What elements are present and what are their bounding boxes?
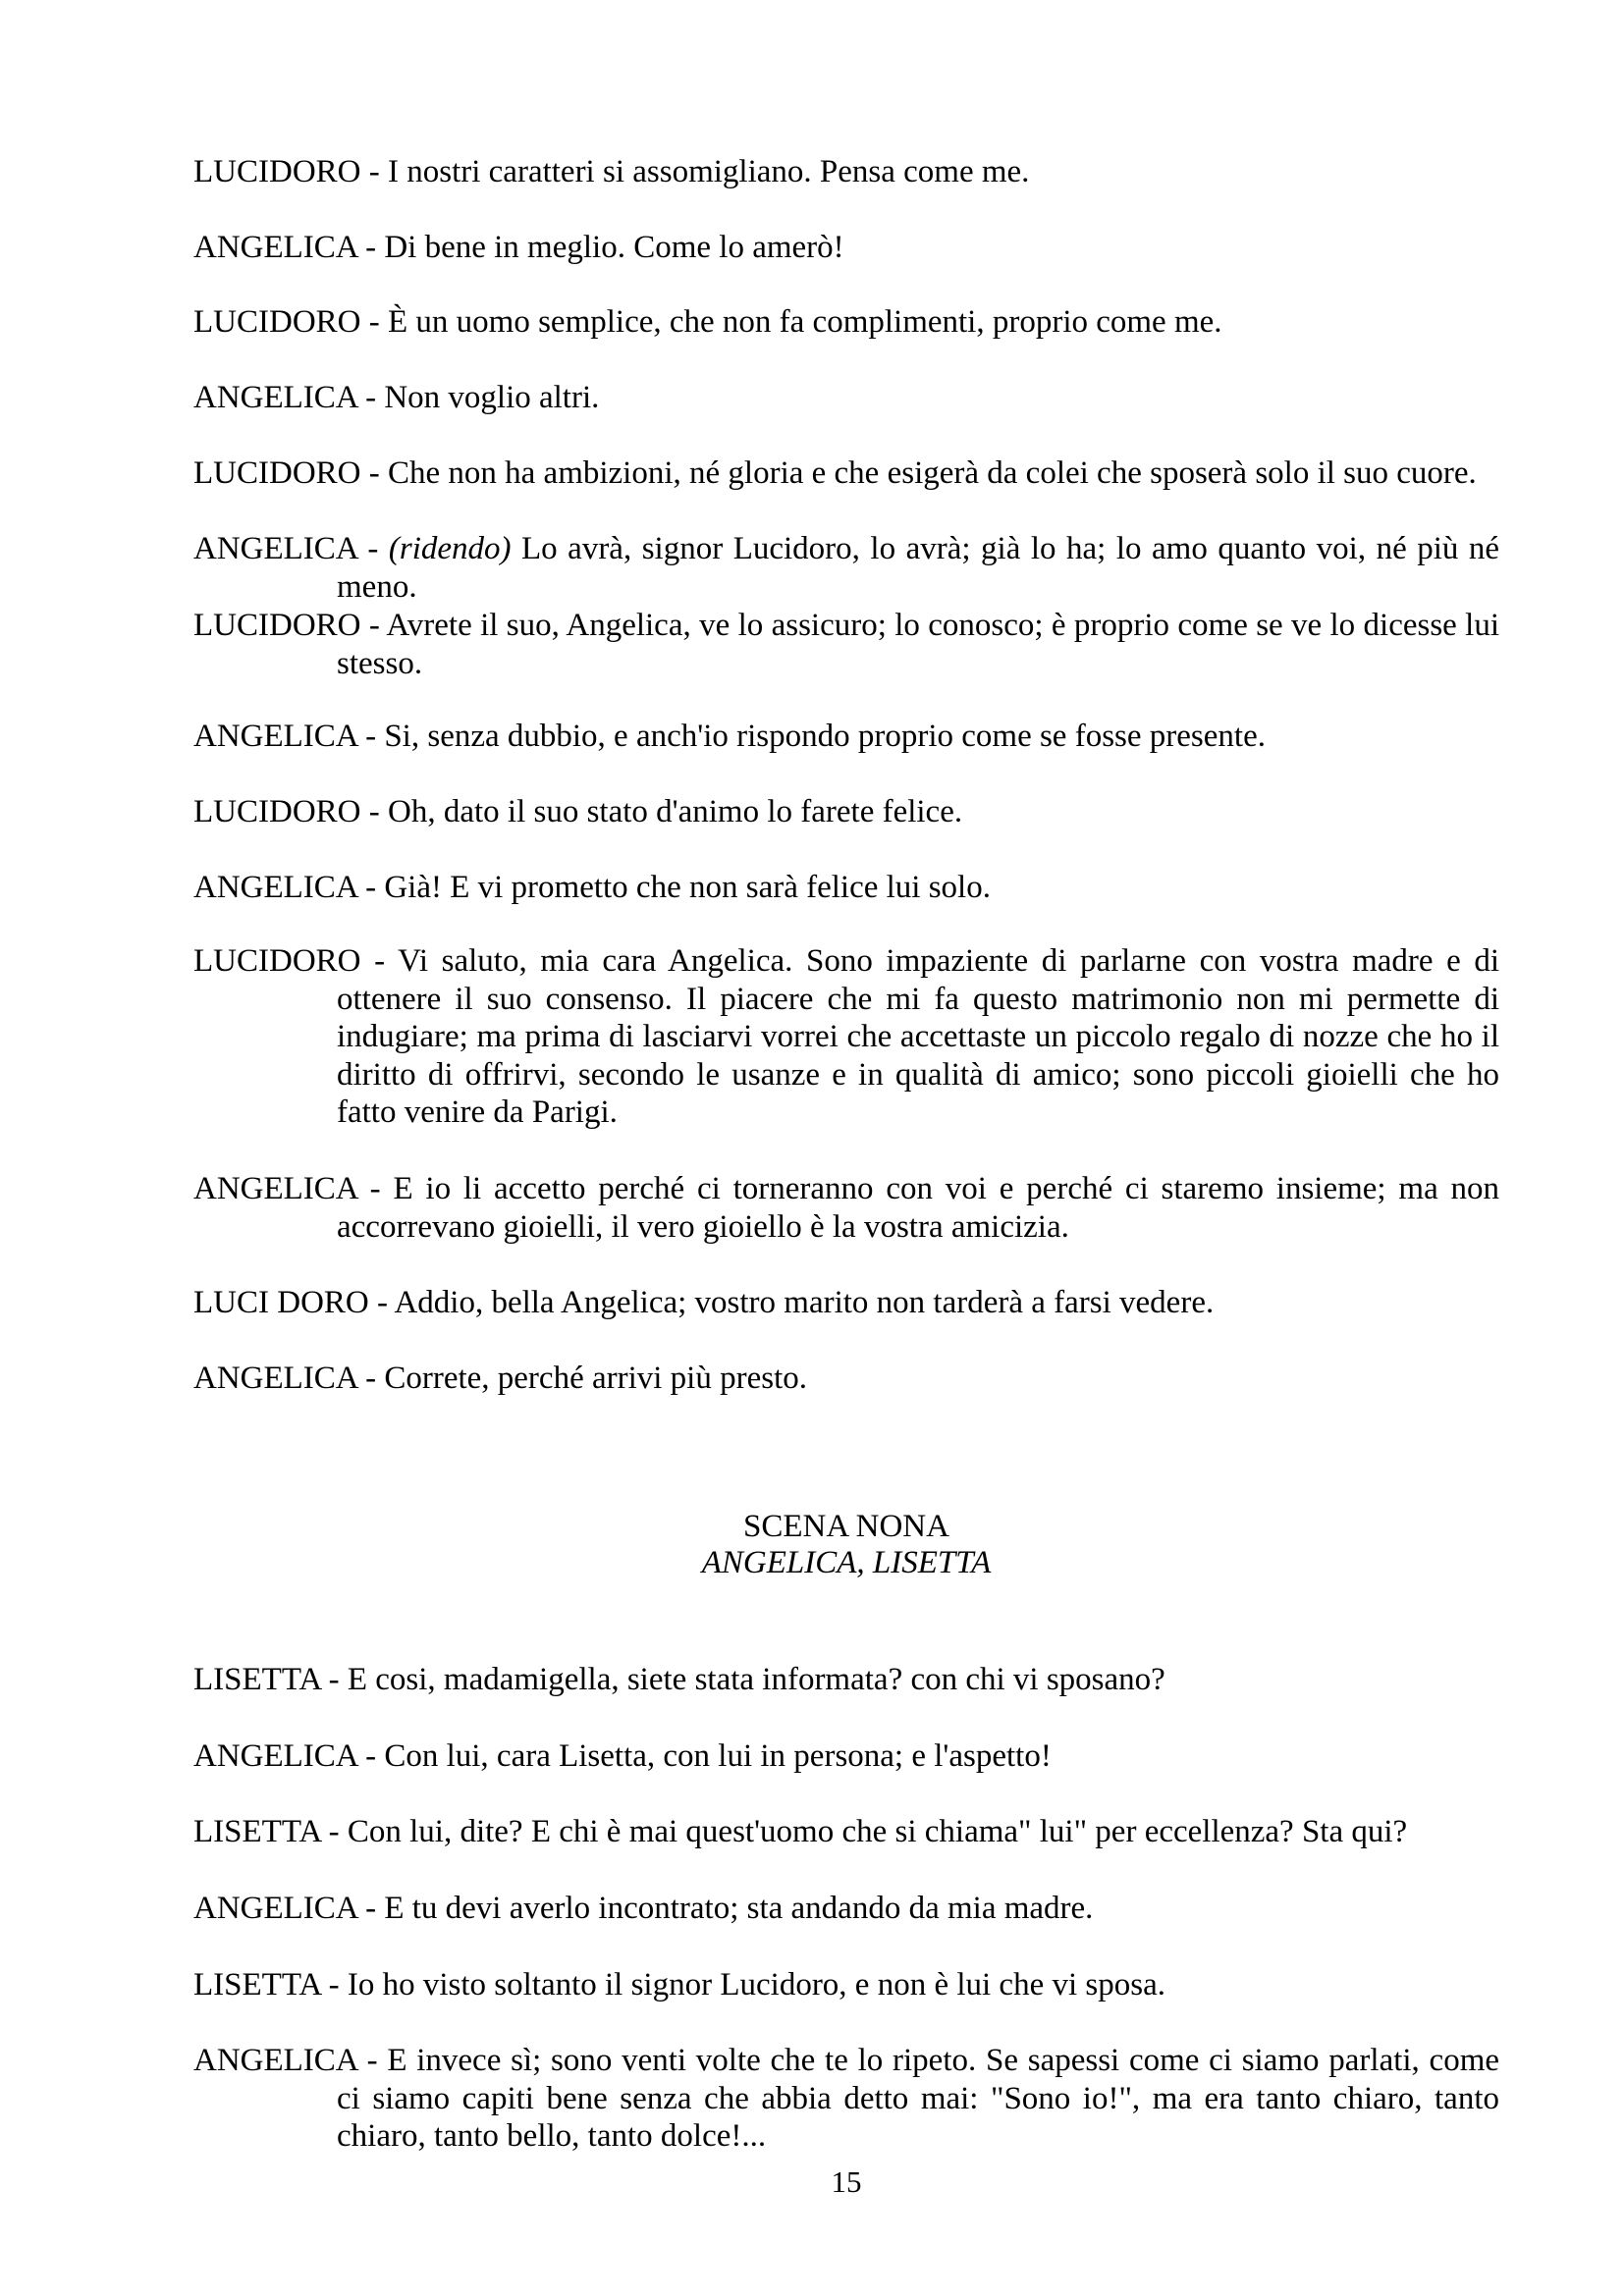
speaker-separator: - (365, 1361, 377, 1396)
dialogue-text: Vi saluto, mia cara Angelica. Sono impaziente di parlarne con vostra madre e di ottenere il suo consenso. Il piacere che mi fa questo matrimonio non mi permette di indugiare; ma prima di lasciarvi vorrei che accettaste un piccolo regalo di nozze che ho il diritto di offrirvi, secondo le usanze e in qualità di amico; sono piccoli gioielli che ho fatto venire da Parigi. (337, 943, 1500, 1130)
speaker-separator: - (365, 1738, 377, 1774)
speaker-name: ANGELICA (193, 2043, 357, 2078)
dialogue-line (193, 303, 1499, 342)
dialogue-text: E tu devi averlo incontrato; sta andando da mia madre. (384, 1891, 1094, 1926)
speaker-separator: - (328, 1967, 340, 2002)
dialogue-text: E cosi, madamigella, siete stata informata? con chi vi sposano? (347, 1662, 1165, 1697)
dialogue-text: Che non ha ambizioni, né gloria e che esigerà da colei che sposerà solo il suo cuore. (388, 455, 1477, 491)
speaker-separator: - (367, 531, 379, 566)
page-number: 15 (831, 2164, 862, 2199)
speaker-separator: - (365, 230, 377, 265)
dialogue-line (193, 942, 1499, 1132)
dialogue-text: Io ho visto soltanto il signor Lucidoro, e non è lui che vi sposa. (347, 1967, 1165, 2002)
speaker-name: LISETTA (193, 1662, 321, 1697)
dialogue-text: Con lui, dite? E chi è mai quest'uomo che si chiama" lui" per eccellenza? Sta qui? (347, 1814, 1408, 1849)
dialogue-text: Avrete il suo, Angelica, ve lo assicuro; lo conosco; è proprio come se ve lo dicesse lui stesso. (337, 608, 1500, 681)
speaker-separator: - (374, 943, 386, 979)
speaker-separator: - (368, 455, 380, 491)
dialogue-text: I nostri caratteri si assomigliano. Pensa come me. (388, 154, 1030, 189)
speaker-name: LUCIDORO (193, 608, 361, 643)
dialogue-line (193, 530, 1499, 606)
speaker-name: ANGELICA (193, 1738, 357, 1774)
speaker-separator: - (365, 870, 377, 905)
dialogue-line (193, 454, 1499, 493)
speaker-separator: - (368, 154, 380, 189)
dialogue-text: Già! E vi prometto che non sarà felice lui solo. (384, 870, 991, 905)
dialogue-line (193, 718, 1499, 756)
speaker-name: ANGELICA (193, 230, 357, 265)
dialogue-line (193, 1661, 1499, 1699)
speaker-name: ANGELICA (193, 531, 357, 566)
speaker-separator: - (368, 794, 380, 829)
scene-title: SCENA NONA (743, 1509, 949, 1544)
dialogue-line (193, 1737, 1499, 1776)
speaker-name: LUCIDORO (193, 304, 361, 340)
dialogue-line (193, 379, 1499, 417)
speaker-name: LISETTA (193, 1814, 321, 1849)
speaker-name: ANGELICA (193, 870, 357, 905)
stage-direction: (ridendo) (388, 531, 512, 566)
dialogue-line (193, 607, 1499, 682)
speaker-name: ANGELICA (193, 1891, 357, 1926)
speaker-separator: - (366, 2043, 378, 2078)
scene-characters: ANGELICA, LISETTA (701, 1545, 992, 1580)
dialogue-line (193, 1890, 1499, 1928)
speaker-name: LUCIDORO (193, 943, 361, 979)
dialogue-line (193, 1966, 1499, 2004)
speaker-name: ANGELICA (193, 1171, 357, 1206)
speaker-separator: - (365, 380, 377, 415)
speaker-name: LUCIDORO (193, 794, 361, 829)
speaker-name: LUCI DORO (193, 1285, 369, 1320)
dialogue-line (193, 793, 1499, 831)
dialogue-line (193, 1360, 1499, 1398)
speaker-separator: - (369, 1171, 381, 1206)
dialogue-text: E invece sì; sono venti volte che te lo ripeto. Se sapessi come ci siamo parlati, come ci siamo capiti bene senza che abbia detto mai: "Sono io!", ma era tanto chiaro, tanto chiaro, tanto bello, tanto dolce!... (337, 2043, 1500, 2154)
speaker-separator: - (368, 608, 380, 643)
dialogue-line (193, 1284, 1499, 1322)
dialogue-line (193, 1813, 1499, 1851)
dialogue-text: Di bene in meglio. Come lo amerò! (384, 230, 844, 265)
dialogue-line (193, 229, 1499, 267)
speaker-name: ANGELICA (193, 380, 357, 415)
speaker-separator: - (365, 719, 377, 754)
dialogue-text: Non voglio altri. (384, 380, 600, 415)
dialogue-text: Lo avrà, signor Lucidoro, lo avrà; già lo ha; lo amo quanto voi, né più né meno. (337, 531, 1500, 605)
dialogue-line (193, 2042, 1499, 2156)
dialogue-text: Addio, bella Angelica; vostro marito non tarderà a farsi vedere. (394, 1285, 1215, 1320)
speaker-name: LISETTA (193, 1967, 321, 2002)
speaker-name: LUCIDORO (193, 154, 361, 189)
speaker-name: ANGELICA (193, 719, 357, 754)
speaker-name: LUCIDORO (193, 455, 361, 491)
dialogue-line (193, 153, 1499, 191)
speaker-separator: - (365, 1891, 377, 1926)
speaker-separator: - (368, 304, 380, 340)
speaker-separator: - (328, 1662, 340, 1697)
dialogue-line (193, 869, 1499, 907)
speaker-name: ANGELICA (193, 1361, 357, 1396)
dialogue-line (193, 1170, 1499, 1246)
dialogue-text: Correte, perché arrivi più presto. (384, 1361, 807, 1396)
dialogue-text: E io li accetto perché ci torneranno con voi e perché ci staremo insieme; ma non accorrevano gioielli, il vero gioiello è la vostra amicizia. (337, 1171, 1500, 1245)
speaker-separator: - (377, 1285, 388, 1320)
dialogue-text: È un uomo semplice, che non fa complimenti, proprio come me. (388, 304, 1222, 340)
speaker-separator: - (328, 1814, 340, 1849)
dialogue-text: Si, senza dubbio, e anch'io rispondo proprio come se fosse presente. (384, 719, 1266, 754)
dialogue-text: Oh, dato il suo stato d'animo lo farete felice. (388, 794, 963, 829)
dialogue-text: Con lui, cara Lisetta, con lui in persona; e l'aspetto! (384, 1738, 1052, 1774)
